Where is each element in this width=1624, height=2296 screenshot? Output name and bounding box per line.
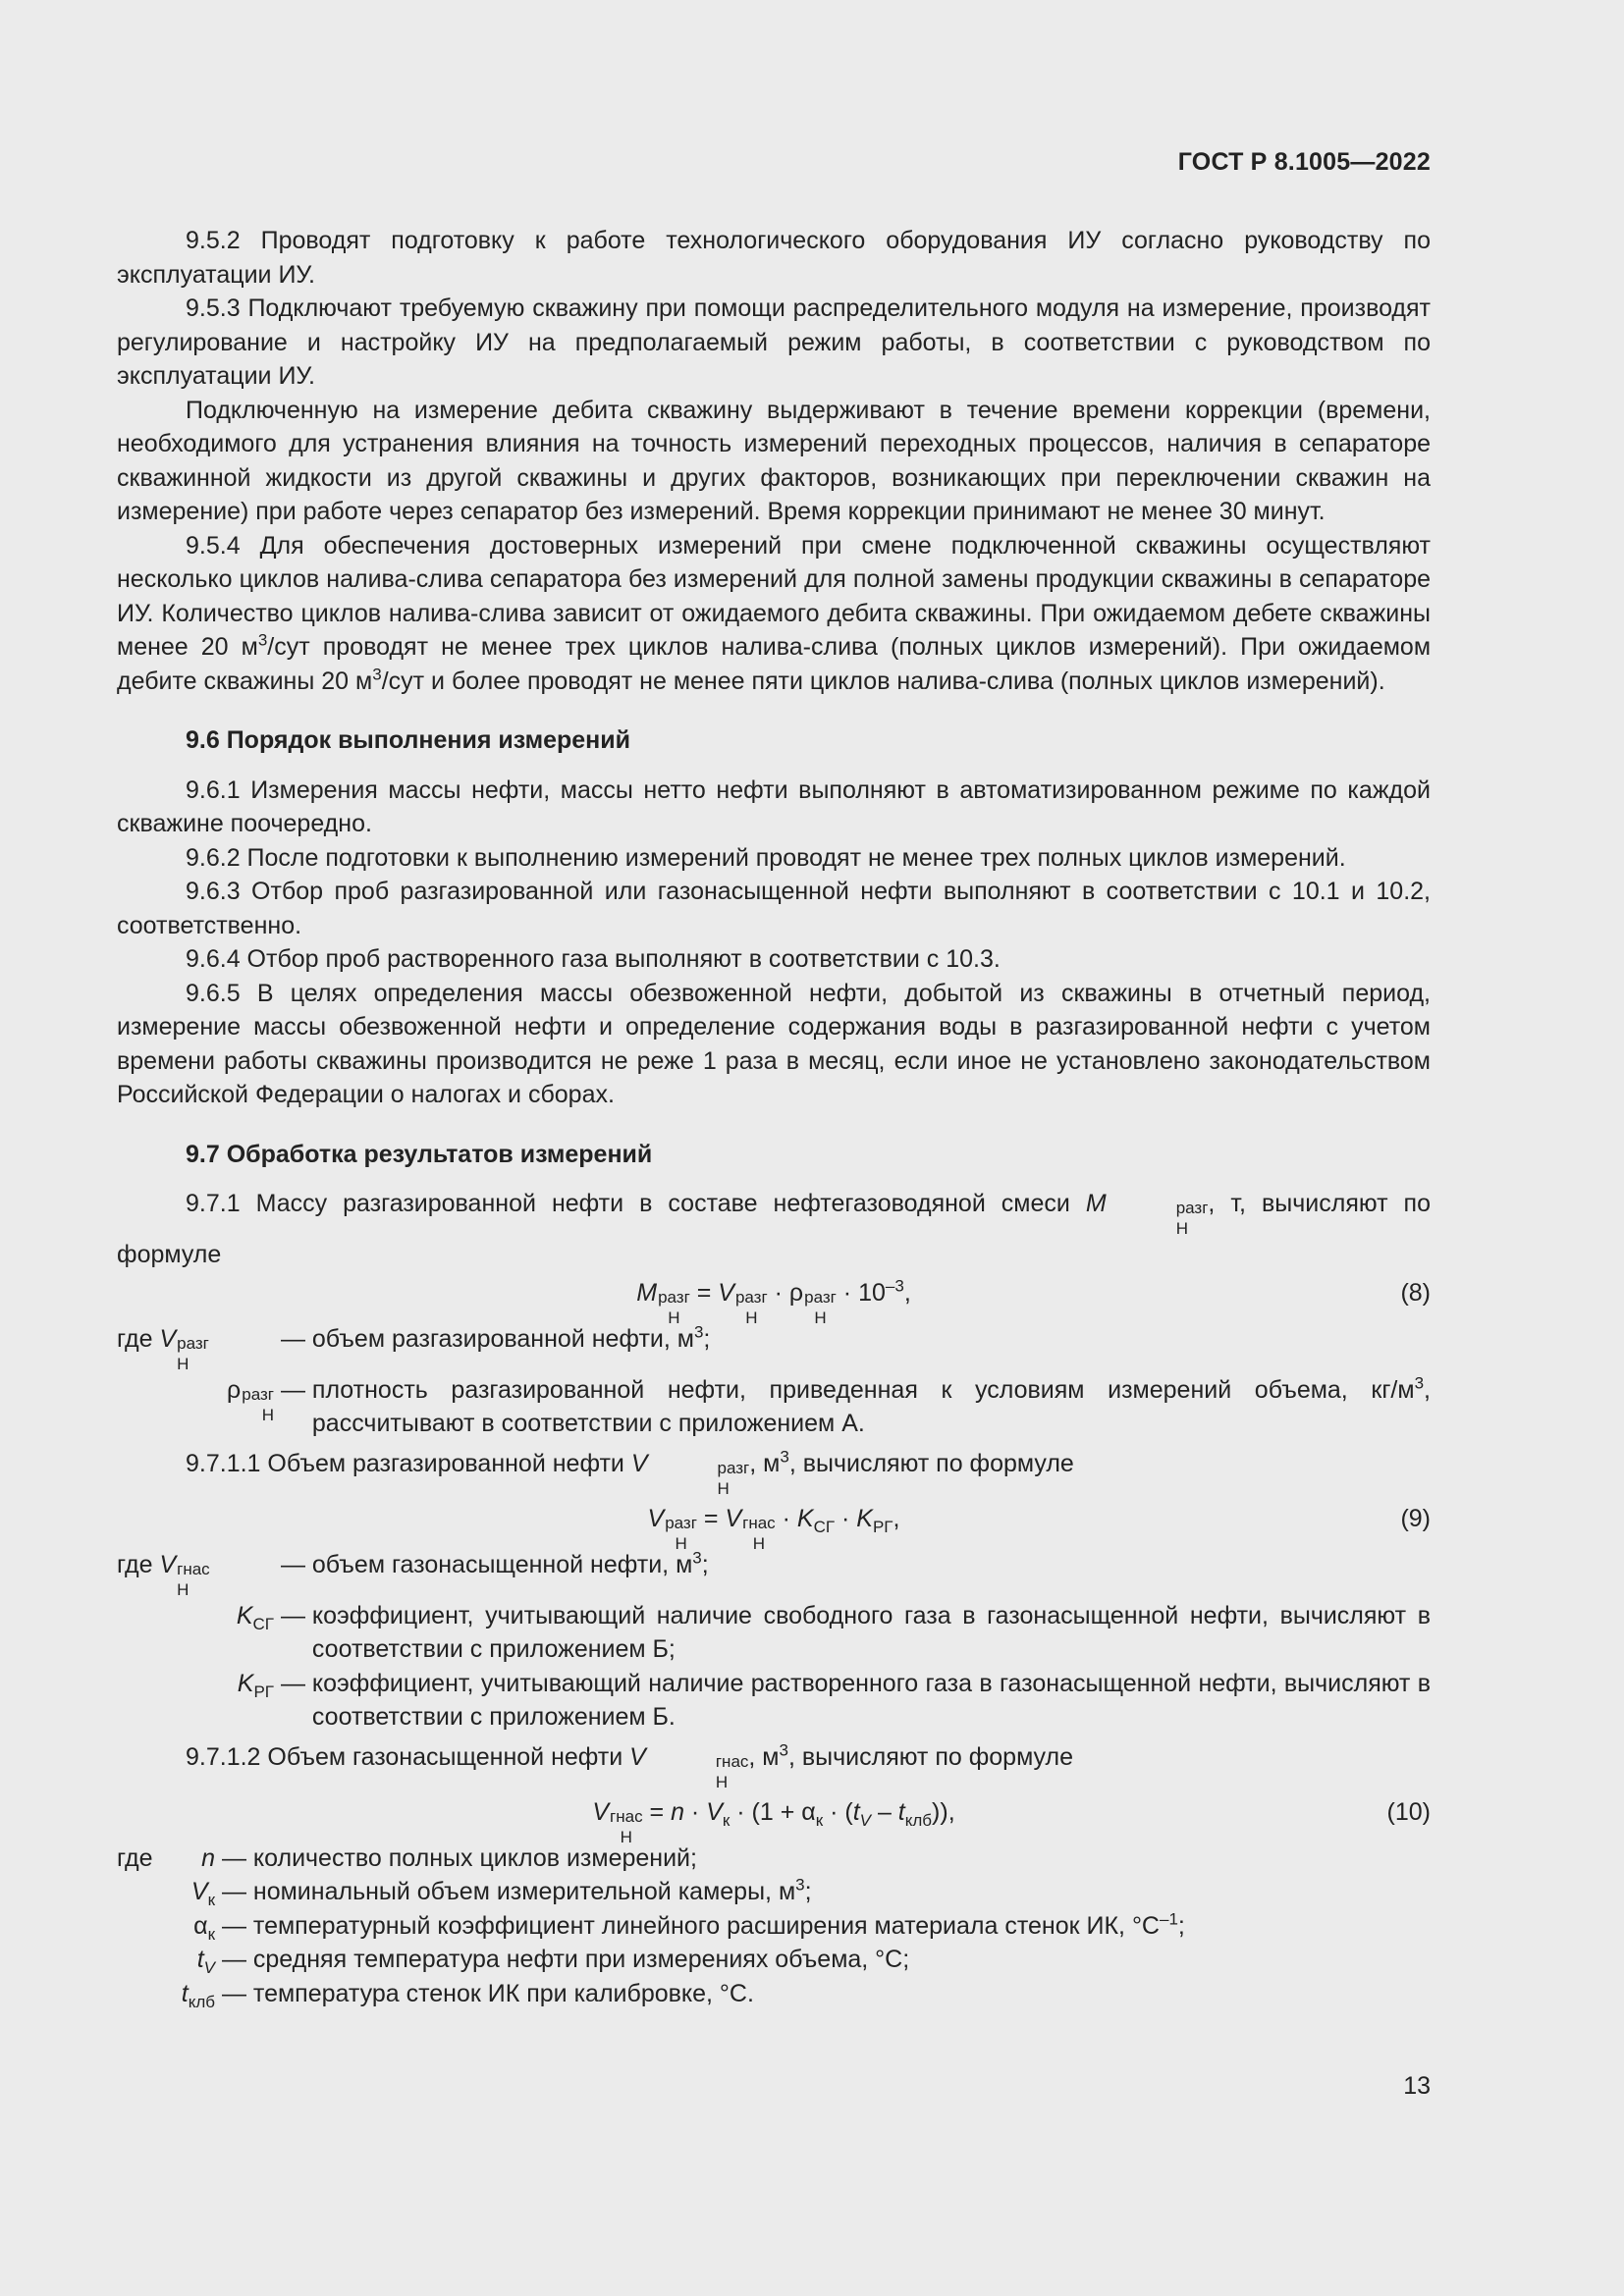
paragraph-9-6-1: 9.6.1 Измерения массы нефти, массы нетто нефти выполняют в автоматизированном режиме по каждой скважине поочередно. xyxy=(117,775,1431,837)
paragraph-9-7-1: 9.7.1 Массу разгазированной нефти в составе нефтегазоводяной смеси M разг Н , т, вычисляют по формуле xyxy=(117,1190,1431,1268)
section-title-9-7: 9.7 Обработка результатов измерений xyxy=(186,1140,653,1168)
paragraph-9-5-3: 9.5.3 Подключают требуемую скважину при помощи распределительного модуля на измерение, производят регулирование и настройку ИУ на предполагаемый режим работы, в соответствии с руководством по эксплуатации ИУ. xyxy=(117,294,1431,390)
equation-number-10: (10) xyxy=(1386,1797,1431,1826)
definition-item: $K_{СГ}$ — коэффициент, учитывающий наличие свободного газа в газонасыщенной нефти, вычисляют в соответствии с приложением Б; xyxy=(236,1601,1431,1663)
definitions-10 xyxy=(117,1842,1431,2011)
paragraph-9-7-1-1: 9.7.1.1 Объем разгазированной нефти V разг Н , $м^3$, вычисляют по формуле xyxy=(186,1447,1074,1498)
equation-number-9: (9) xyxy=(1400,1504,1431,1532)
paragraph-correction-time: Подключенную на измерение дебита скважину выдерживают в течение времени коррекции (времени, необходимого для устранения влияния на точность измерений переходных процессов, наличия в сепараторе скважинной жидкости из другой скважины и других факторов, возникающих при переключении скважин на измерение) при работе через сепаратор без измерений. Время коррекции принимают не менее 30 минут. xyxy=(117,396,1431,525)
section-title-9-6: 9.6 Порядок выполнения измерений xyxy=(186,726,631,754)
formula-9-body: V разг Н = V гнас Н · $K_{СГ} \cdot K_{РГ}$, xyxy=(647,1504,900,1553)
page-number: 13 xyxy=(1403,2072,1431,2100)
formula-10 xyxy=(117,1794,1431,1846)
definition-item: где n — количество полных циклов измерений; xyxy=(117,1843,697,1872)
definition-item: $\alpha_к$ — температурный коэффициент линейного расширения материала стенок ИК, $^\circ С^{-1}$; xyxy=(193,1909,1185,1944)
paragraph-9-7-1-2: 9.7.1.2 Объем газонасыщенной нефти V гнас Н , $м^3$, вычисляют по формуле xyxy=(186,1740,1073,1791)
paragraph-9-5-2: 9.5.2 Проводят подготовку к работе технологического оборудования ИУ согласно руководству по эксплуатации ИУ. xyxy=(117,227,1431,289)
paragraph-9-6-2: 9.6.2 После подготовки к выполнению измерений проводят не менее трех полных циклов измерений. xyxy=(186,843,1346,872)
equation-number-8: (8) xyxy=(1400,1278,1431,1307)
paragraph-9-6-4: 9.6.4 Отбор проб растворенного газа выполняют в соответствии с 10.3. xyxy=(186,945,1001,973)
paragraph-9-6-3: 9.6.3 Отбор проб разгазированной или газонасыщенной нефти выполняют в соответствии с 10.1 и 10.2, соответственно. xyxy=(117,878,1431,939)
document-code: ГОСТ Р 8.1005—2022 xyxy=(1177,148,1431,176)
page-content xyxy=(117,224,1431,2016)
formula-8-body: M разг Н = V разг Н · ρ разг Н · $10^{-3}$, xyxy=(636,1276,911,1327)
definition-item: $t_V$ — средняя температура нефти при измерениях объема, °С; xyxy=(196,1946,910,1977)
definition-item: $K_{РГ}$ — коэффициент, учитывающий наличие растворенного газа в газонасыщенной нефти, вычисляют в соответствии с приложением Б. xyxy=(237,1669,1431,1731)
definitions-8 xyxy=(117,1322,1431,1441)
formula-8 xyxy=(117,1275,1431,1327)
paragraph-9-6-5: 9.6.5 В целях определения массы обезвоженной нефти, добытой из скважины в отчетный период, измерение массы обезвоженной нефти и определение содержания воды в разгазированной нефти с учетом времени работы скважины производится не реже 1 раза в месяц, если иное не установлено законодательством Российской Федерации о налогах и сборах. xyxy=(117,979,1431,1108)
formula-10-body: V гнас Н = $n \cdot V_к \cdot (1 + \alpha_к \cdot (t_V - t_{клб}))$, xyxy=(592,1797,955,1846)
formula-9 xyxy=(117,1501,1431,1553)
definition-item: где V разг Н — объем разгазированной нефти, $м^3$; xyxy=(117,1322,711,1373)
definition-item: ρ разг Н — плотность разгазированной нефти, приведенная к условиям измерений объема, $кг/м^3$, рассчитывают в соответствии с приложением А. xyxy=(227,1373,1431,1437)
definition-item: $t_{клб}$ — температура стенок ИК при калибровке, °С. xyxy=(181,1979,754,2011)
definitions-9 xyxy=(117,1548,1431,1735)
definition-item: $V_к$ — номинальный объем измерительной камеры, $м^3$; xyxy=(190,1875,812,1909)
paragraph-9-5-4: 9.5.4 Для обеспечения достоверных измерений при смене подключенной скважины осуществляют несколько циклов налива-слива сепаратора без измерений для полной замены продукции скважины в сепараторе ИУ. Количество циклов налива-слива зависит от ожидаемого дебита скважины. При ожидаемом дебете скважины менее 20 $м^3$/сут проводят не менее трех циклов налива-слива (полных циклов измерений). При ожидаемом дебите скважины 20 $м^3$/сут и более проводят не менее пяти циклов налива-слива (полных циклов измерений). xyxy=(117,531,1432,695)
definition-item: где V гнас Н — объем газонасыщенной нефти, $м^3$; xyxy=(117,1548,709,1599)
